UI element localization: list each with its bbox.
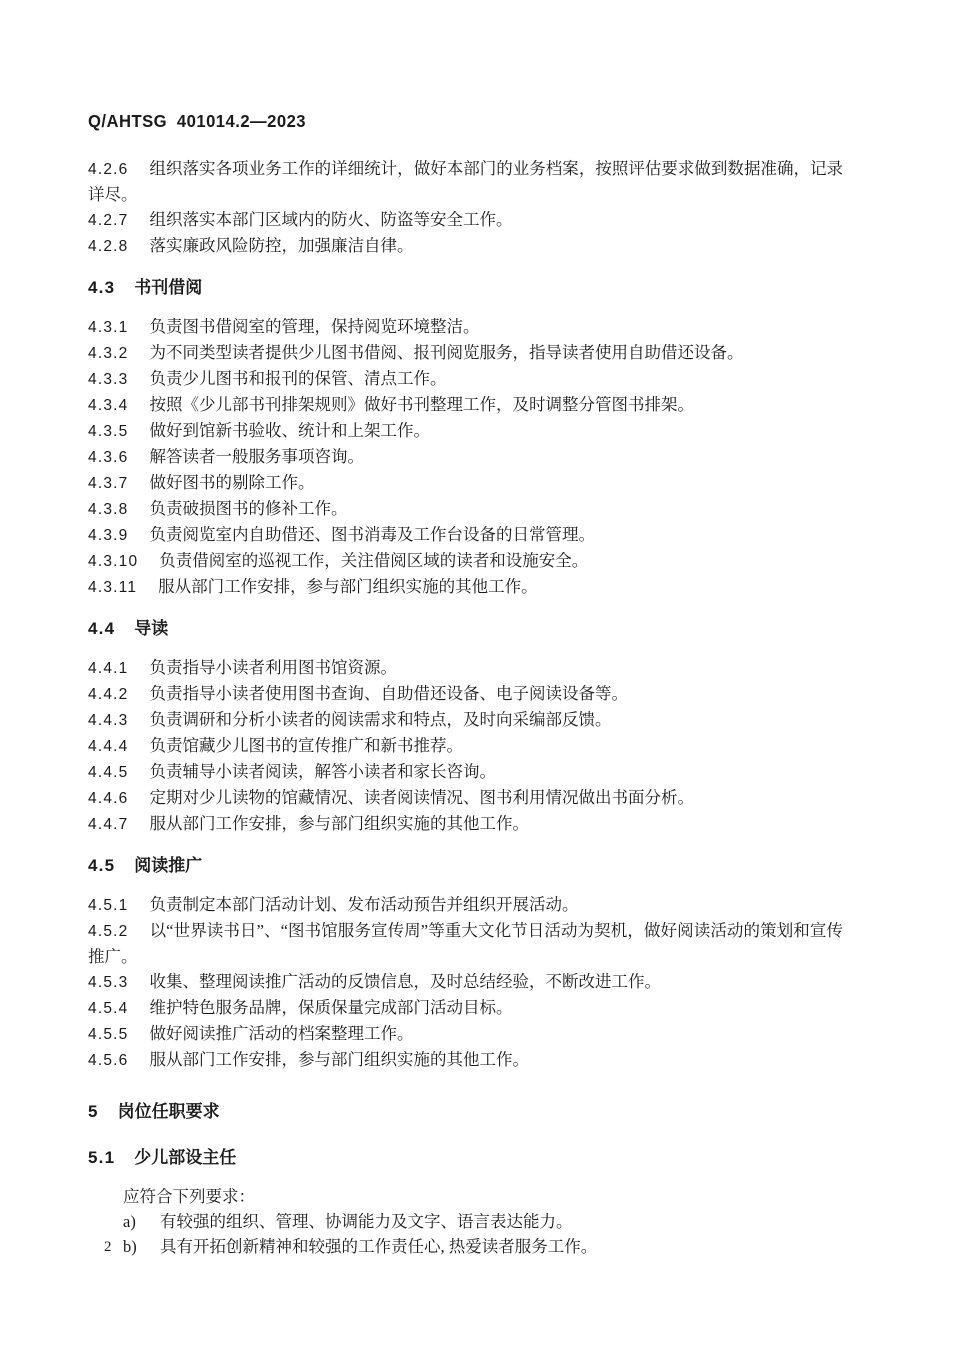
clause-text: 负责制定本部门活动计划、发布活动预告并组织开展活动。 <box>149 895 579 914</box>
clause-text: 收集、整理阅读推广活动的反馈信息，及时总结经验，不断改进工作。 <box>149 972 661 991</box>
clause-item-4-4-3 <box>88 707 843 733</box>
clause-text: 岗位任职要求 <box>117 1102 220 1121</box>
clause-text: 做好阅读推广活动的档案整理工作。 <box>149 1024 414 1043</box>
clause-text: 做好到馆新书验收、统计和上架工作。 <box>149 421 430 440</box>
subsection-heading-4-3 <box>88 275 843 300</box>
clause-item-4-3-7 <box>88 470 843 496</box>
clause-number: 4.4.5 <box>88 764 129 781</box>
clause-text: 导读 <box>134 619 169 638</box>
list-item-b <box>123 1234 843 1259</box>
clause-number: 4.2.6 <box>88 161 129 178</box>
clause-number: 4.5.6 <box>88 1052 129 1069</box>
clause-item-4-5-2 <box>88 918 843 969</box>
clause-item-4-3-3 <box>88 366 843 392</box>
clause-text: 组织落实各项业务工作的详细统计，做好本部门的业务档案，按照评估要求做到数据准确，记录详尽。 <box>88 159 843 204</box>
clause-item-4-3-1 <box>88 314 843 340</box>
clause-item-4-5-3 <box>88 969 843 995</box>
clause-text: 负责图书借阅室的管理，保持阅览环境整洁。 <box>149 317 480 336</box>
clause-text: 负责借阅室的巡视工作，关注借阅区域的读者和设施安全。 <box>159 551 589 570</box>
clause-item-4-5-1 <box>88 892 843 918</box>
clause-text: 少儿部设主任 <box>134 1148 237 1167</box>
subsection-heading-4-4 <box>88 616 843 641</box>
clause-number: 4.4.2 <box>88 686 129 703</box>
clause-text: 书刊借阅 <box>134 278 203 297</box>
clause-number: 4.3.1 <box>88 319 129 336</box>
subsection-heading-4-5 <box>88 853 843 878</box>
standard-number-header: Q/AHTSG 401014.2—2023 <box>88 111 307 131</box>
clause-number: 4.4.6 <box>88 790 129 807</box>
clause-item-4-3-2 <box>88 340 843 366</box>
clause-number: 4.3.10 <box>88 553 139 570</box>
clause-number: 4.3 <box>88 278 116 297</box>
clause-number: 4.3.4 <box>88 397 129 414</box>
clause-item-4-3-11 <box>88 574 843 600</box>
clause-item-4-3-10 <box>88 548 843 574</box>
clause-number: 4.5.2 <box>88 923 129 940</box>
clause-text: 负责调研和分析小读者的阅读需求和特点，及时向采编部反馈。 <box>149 710 612 729</box>
clause-text: 以“世界读书日”、“图书馆服务宣传周”等重大文化节日活动为契机，做好阅读活动的策划和宣传推广。 <box>88 921 843 966</box>
clause-item-4-2-8 <box>88 233 843 259</box>
clause-number: 4.3.2 <box>88 345 129 362</box>
clause-number: 4.3.8 <box>88 501 129 518</box>
clause-text: 做好图书的剔除工作。 <box>149 473 315 492</box>
clause-item-4-4-4 <box>88 733 843 759</box>
clause-item-4-4-2 <box>88 681 843 707</box>
clause-number: 5 <box>88 1102 99 1121</box>
clause-number: 4.4.4 <box>88 738 129 755</box>
clause-number: 4.3.7 <box>88 475 129 492</box>
clause-number: 4.2.7 <box>88 212 129 229</box>
clause-item-4-5-6 <box>88 1047 843 1073</box>
clause-number: 4.5.1 <box>88 897 129 914</box>
clause-text: 负责少儿图书和报刊的保管、清点工作。 <box>149 369 447 388</box>
clause-text: 服从部门工作安排，参与部门组织实施的其他工作。 <box>149 814 529 833</box>
clause-number: 4.4.1 <box>88 660 129 677</box>
clause-number: 4.4 <box>88 619 116 638</box>
clause-text: 负责破损图书的修补工作。 <box>149 499 348 518</box>
clause-item-4-2-6 <box>88 156 843 207</box>
clause-number: 4.4.7 <box>88 816 129 833</box>
clause-item-4-3-9 <box>88 522 843 548</box>
clause-item-4-3-5 <box>88 418 843 444</box>
clause-text: 具有开拓创新精神和较强的工作责任心, 热爱读者服务工作。 <box>160 1237 598 1256</box>
clause-number: 4.5.5 <box>88 1026 129 1043</box>
clause-text: 负责阅览室内自助借还、图书消毒及工作台设备的日常管理。 <box>149 525 595 544</box>
clause-number: 4.3.5 <box>88 423 129 440</box>
list-item-a <box>123 1209 843 1234</box>
clause-item-4-3-4 <box>88 392 843 418</box>
clause-text: 阅读推广 <box>134 856 203 875</box>
clause-item-4-5-5 <box>88 1021 843 1047</box>
clause-text: 应符合下列要求： <box>123 1187 255 1206</box>
clause-text: 服从部门工作安排，参与部门组织实施的其他工作。 <box>149 1050 529 1069</box>
clause-item-4-4-7 <box>88 811 843 837</box>
clause-number: 4.5.3 <box>88 974 129 991</box>
clause-text: 解答读者一般服务事项咨询。 <box>149 447 364 466</box>
clause-number: 4.3.9 <box>88 527 129 544</box>
clause-number: b) <box>123 1237 137 1256</box>
section-heading-5 <box>88 1099 843 1124</box>
clause-item-4-4-1 <box>88 655 843 681</box>
clause-text: 落实廉政风险防控，加强廉洁自律。 <box>149 236 414 255</box>
clause-number: 4.3.11 <box>88 579 138 596</box>
clause-text: 服从部门工作安排，参与部门组织实施的其他工作。 <box>158 577 538 596</box>
lead-in-text <box>123 1184 843 1209</box>
subsection-heading-5-1 <box>88 1145 843 1170</box>
clause-text: 维护特色服务品牌，保质保量完成部门活动目标。 <box>149 998 513 1017</box>
clause-text: 组织落实本部门区域内的防火、防盗等安全工作。 <box>149 210 513 229</box>
clause-item-4-5-4 <box>88 995 843 1021</box>
clause-number: a) <box>123 1212 136 1231</box>
clause-text: 定期对少儿读物的馆藏情况、读者阅读情况、图书利用情况做出书面分析。 <box>149 788 694 807</box>
clause-text: 负责指导小读者利用图书馆资源。 <box>149 658 397 677</box>
document-body <box>88 156 843 1259</box>
clause-text: 为不同类型读者提供少儿图书借阅、报刊阅览服务，指导读者使用自助借还设备。 <box>149 343 744 362</box>
clause-number: 4.2.8 <box>88 238 129 255</box>
clause-number: 5.1 <box>88 1148 116 1167</box>
clause-number: 4.5.4 <box>88 1000 129 1017</box>
clause-text: 有较强的组织、管理、协调能力及文字、语言表达能力。 <box>160 1212 573 1231</box>
clause-item-4-4-6 <box>88 785 843 811</box>
clause-number: 4.3.3 <box>88 371 129 388</box>
clause-text: 按照《少儿部书刊排架规则》做好书刊整理工作，及时调整分管图书排架。 <box>149 395 694 414</box>
clause-text: 负责指导小读者使用图书查询、自助借还设备、电子阅读设备等。 <box>149 684 628 703</box>
clause-number: 4.4.3 <box>88 712 129 729</box>
clause-text: 负责辅导小读者阅读，解答小读者和家长咨询。 <box>149 762 496 781</box>
clause-number: 4.3.6 <box>88 449 129 466</box>
clause-item-4-4-5 <box>88 759 843 785</box>
clause-item-4-3-6 <box>88 444 843 470</box>
clause-item-4-2-7 <box>88 207 843 233</box>
clause-item-4-3-8 <box>88 496 843 522</box>
clause-text: 负责馆藏少儿图书的宣传推广和新书推荐。 <box>149 736 463 755</box>
page-number: 2 <box>104 1239 112 1255</box>
clause-number: 4.5 <box>88 856 116 875</box>
